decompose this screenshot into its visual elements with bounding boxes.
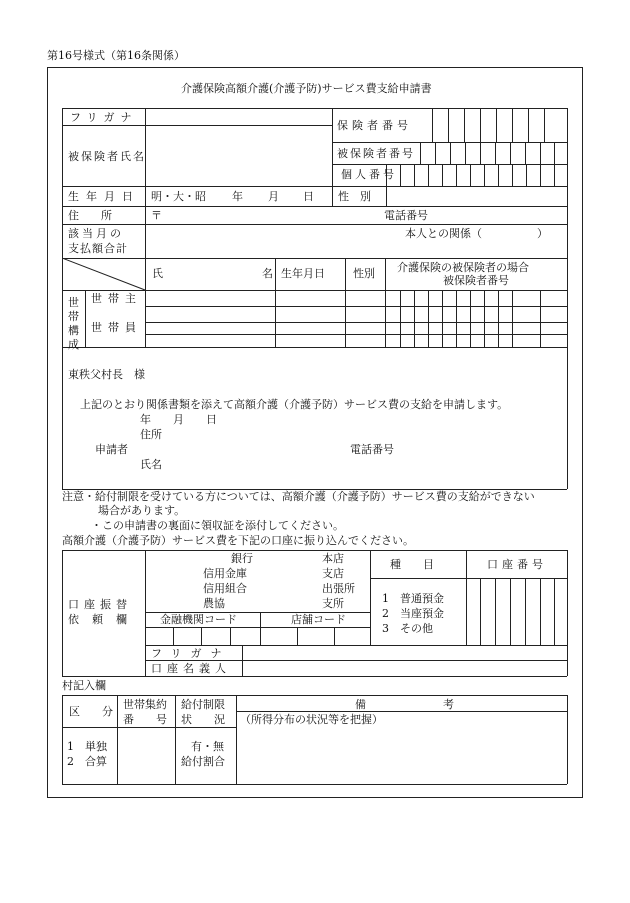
rule-line — [480, 578, 481, 645]
transfer-instruction: 高額介護（介護予防）サービス費を下記の口座に振り込んでください。 — [62, 534, 414, 547]
rule-line — [414, 164, 415, 186]
rule-line — [567, 550, 568, 676]
rule-line — [465, 142, 466, 164]
rule-line — [236, 695, 237, 784]
branch-code-label: 店舗コード — [291, 613, 346, 626]
addressee: 東秩父村長 様 — [68, 368, 145, 381]
inst-shinkin: 信用金庫 — [203, 567, 247, 580]
address-label: 住 所 — [68, 209, 112, 222]
rule-line — [544, 108, 545, 142]
era-options: 明・大・昭 — [151, 190, 206, 203]
rule-line — [62, 695, 63, 784]
rule-line — [428, 164, 429, 186]
total-label-line2: 支払額合計 — [68, 242, 128, 255]
rule-line — [540, 290, 541, 347]
rule-line — [420, 142, 421, 164]
category-combined: 2 合算 — [67, 755, 107, 768]
total-label-line1: 該当月の — [68, 227, 124, 240]
account-number-label: 口座番号 — [487, 558, 547, 571]
rule-line — [62, 347, 567, 348]
rule-line — [260, 612, 261, 645]
rule-line — [510, 142, 511, 164]
rule-line — [456, 290, 457, 347]
application-statement: 上記のとおり関係書類を添えて高額介護（介護予防）サービス費の支給を申請します。 — [80, 398, 509, 411]
rule-line — [173, 627, 174, 645]
rule-line — [496, 108, 497, 142]
rule-line — [540, 578, 541, 645]
rule-line — [62, 125, 332, 126]
inst-code-label: 金融機関コード — [160, 613, 237, 626]
form-id: 第16号様式（第16条関係） — [47, 49, 185, 62]
phone-label: 電話番号 — [384, 209, 428, 222]
rule-line — [495, 142, 496, 164]
account-furigana-label: フリガナ — [151, 647, 231, 660]
col-restriction-l2: 状 況 — [181, 713, 225, 726]
rule-line — [525, 142, 526, 164]
rule-line — [145, 627, 370, 628]
applicant-name-label: 氏名 — [140, 458, 162, 471]
col-household-no-l1: 世帯集約 — [123, 698, 167, 711]
benefit-ratio: 給付割合 — [181, 755, 225, 768]
rule-line — [145, 322, 567, 323]
rule-line — [85, 290, 86, 347]
rule-line — [498, 164, 499, 186]
household-member-label: 世帯員 — [91, 321, 142, 334]
rule-line — [554, 142, 555, 164]
rule-line — [432, 108, 433, 142]
rule-line — [512, 108, 513, 142]
account-holder-label: 口座名義人 — [151, 662, 231, 675]
household-side-label: 世帯構成 — [68, 296, 79, 351]
inst-nokyo: 農協 — [203, 597, 225, 610]
rule-line — [370, 550, 371, 645]
rule-line — [62, 550, 567, 551]
col-category: 区 分 — [69, 705, 113, 718]
rule-line — [275, 258, 276, 347]
rule-line — [480, 108, 481, 142]
branch-main: 本店 — [322, 552, 344, 565]
col-name-right: 名 — [262, 267, 273, 280]
insured-number-label: 被保険者番号 — [337, 147, 415, 160]
rule-line — [442, 164, 443, 186]
col-household-no-l2: 番 号 — [123, 713, 167, 726]
rule-line — [400, 164, 401, 186]
rule-line — [230, 627, 231, 645]
rule-line — [567, 347, 568, 489]
rule-line — [145, 660, 567, 661]
household-head-label: 世帯主 — [91, 292, 142, 305]
col-remarks: 備 考 — [355, 698, 454, 711]
type-option-other: 3 その他 — [382, 622, 433, 635]
rule-line — [370, 578, 567, 579]
dob-year: 年 — [232, 190, 243, 203]
rule-line — [62, 186, 567, 187]
account-type-label: 種 目 — [390, 558, 434, 571]
rule-line — [62, 224, 567, 225]
rule-line — [510, 578, 511, 645]
rule-line — [456, 164, 457, 186]
rule-line — [470, 290, 471, 347]
inst-bank: 銀行 — [231, 552, 253, 565]
rule-line — [62, 695, 567, 696]
rule-line — [145, 550, 146, 676]
col-name-left: 氏 — [152, 267, 163, 280]
rule-line — [484, 290, 485, 347]
rule-line — [117, 695, 118, 784]
rule-line — [145, 645, 567, 646]
rule-line — [62, 550, 63, 676]
branch-sub: 出張所 — [322, 582, 355, 595]
rule-line — [435, 142, 436, 164]
rule-line — [175, 695, 176, 784]
personal-number-label: 個人番号 — [341, 168, 397, 181]
rule-line — [332, 108, 333, 206]
rule-line — [414, 290, 415, 347]
rule-line — [334, 627, 335, 645]
rule-line — [464, 108, 465, 142]
applicant-address-label: 住所 — [140, 428, 162, 441]
furigana-label: フリガナ — [70, 111, 138, 124]
col-dob: 生年月日 — [281, 267, 325, 280]
note-restriction-cont: 場合があります。 — [98, 504, 186, 517]
rule-line — [385, 258, 386, 347]
rule-line — [345, 258, 346, 347]
col-insured-line1: 介護保険の被保険者の場合 — [397, 261, 529, 274]
dob-day: 日 — [303, 190, 314, 203]
rule-line — [512, 290, 513, 347]
restriction-options: 有・無 — [191, 740, 224, 753]
rule-line — [442, 290, 443, 347]
insurer-number-label: 保険者番号 — [337, 119, 412, 132]
branch-office: 支所 — [322, 597, 344, 610]
col-insured-line2: 被保険者番号 — [443, 274, 509, 287]
rule-line — [242, 645, 243, 676]
note-receipt: ・この申請書の裏面に領収証を添付してください。 — [91, 519, 344, 532]
type-option-savings: 1 普通預金 — [382, 592, 444, 605]
remarks-sub: （所得分布の状況等を把握） — [240, 713, 383, 726]
rule-line — [526, 164, 527, 186]
bank-side-label-line1: 口座振替 — [68, 598, 132, 611]
rule-line — [498, 290, 499, 347]
rule-line — [512, 164, 513, 186]
rule-line — [145, 334, 567, 335]
col-sex: 性別 — [353, 267, 375, 280]
type-option-checking: 2 当座預金 — [382, 607, 444, 620]
applicant-label: 申請者 — [95, 443, 128, 456]
rule-line — [450, 142, 451, 164]
rule-line — [145, 306, 567, 307]
form-frame — [47, 67, 583, 798]
rule-line — [62, 676, 567, 677]
rule-line — [62, 784, 567, 785]
rule-line — [62, 727, 237, 728]
col-restriction-l1: 給付制限 — [181, 698, 225, 711]
rule-line — [145, 108, 146, 258]
applicant-phone-label: 電話番号 — [350, 443, 394, 456]
rule-line — [62, 108, 63, 258]
rule-line — [62, 108, 567, 109]
rule-line — [567, 258, 568, 347]
insured-name-label: 被保険者氏名 — [68, 150, 146, 163]
rule-line — [567, 108, 568, 258]
application-date: 年 月 日 — [140, 413, 217, 426]
diagonal-line — [62, 258, 146, 291]
rule-line — [201, 627, 202, 645]
form-title: 介護保険高額介護(介護予防)サービス費支給申請書 — [181, 82, 432, 95]
postal-mark: 〒 — [151, 209, 162, 222]
rule-line — [62, 206, 567, 207]
note-restriction: 注意・給付制限を受けている方については、高額介護（介護予防）サービス費の支給ができない — [62, 490, 535, 503]
rule-line — [528, 108, 529, 142]
branch-branch: 支店 — [322, 567, 344, 580]
village-use-label: 村記入欄 — [62, 679, 106, 692]
rule-line — [428, 290, 429, 347]
sex-label: 性 別 — [338, 190, 371, 203]
rule-line — [236, 711, 567, 712]
rule-line — [297, 627, 298, 645]
dob-month: 月 — [268, 190, 279, 203]
inst-shinkumi: 信用組合 — [203, 582, 247, 595]
bank-side-label-line2: 依頼欄 — [68, 613, 140, 626]
rule-line — [567, 695, 568, 784]
rule-line — [480, 142, 481, 164]
rule-line — [332, 164, 567, 165]
rule-line — [470, 164, 471, 186]
dob-label: 生年月日 — [68, 190, 140, 203]
rule-line — [448, 108, 449, 142]
category-single: 1 単独 — [67, 740, 107, 753]
rule-line — [540, 164, 541, 186]
rule-line — [554, 164, 555, 186]
rule-line — [484, 164, 485, 186]
rule-line — [400, 290, 401, 347]
rule-line — [62, 347, 63, 489]
relation-label: 本人との関係（ ） — [405, 227, 548, 240]
rule-line — [554, 578, 555, 645]
rule-line — [495, 578, 496, 645]
rule-line — [525, 578, 526, 645]
rule-line — [466, 550, 467, 645]
rule-line — [540, 142, 541, 164]
